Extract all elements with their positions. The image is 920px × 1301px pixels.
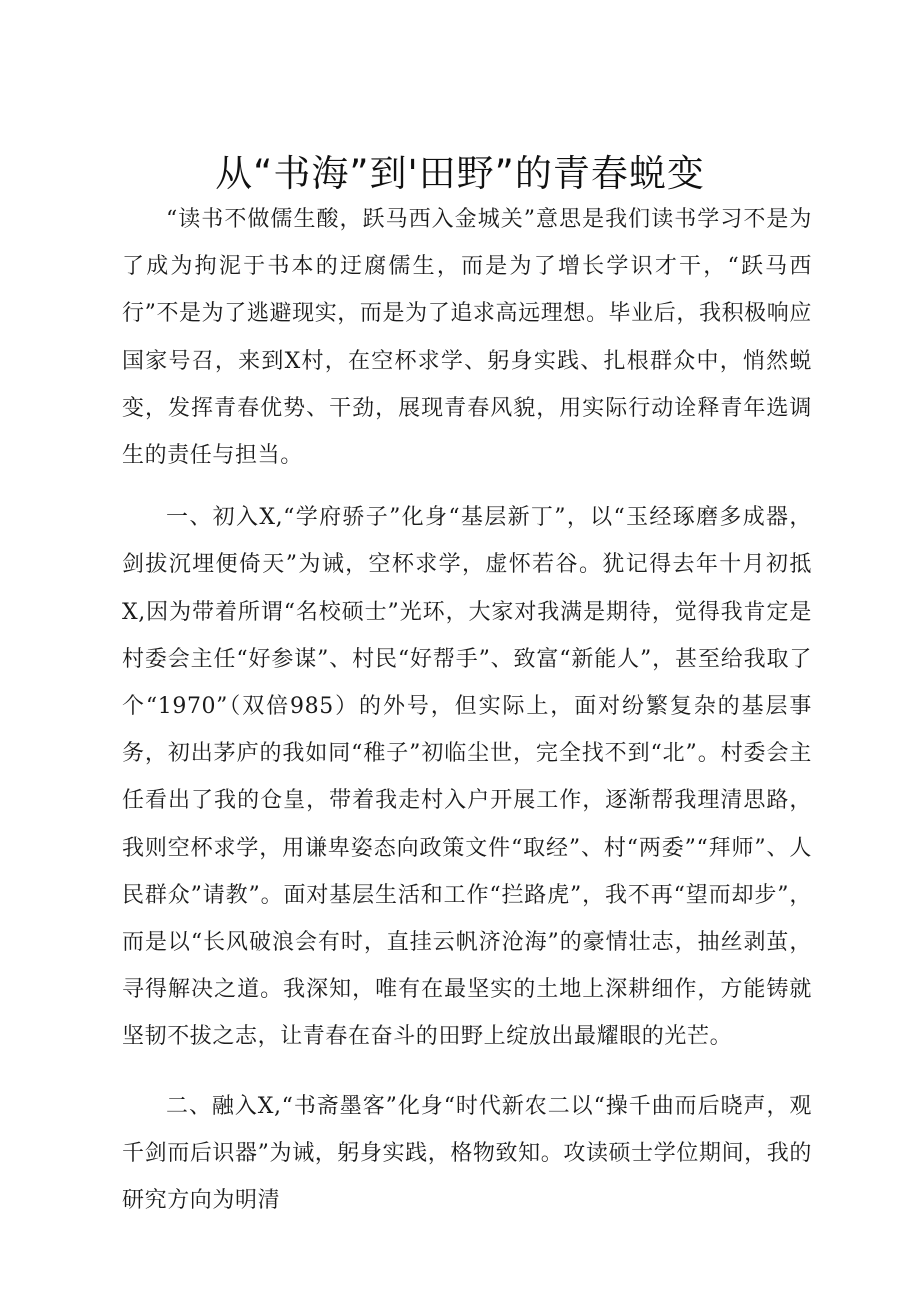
paragraph-section-1: 一、初入X,“学府骄子”化身“基层新丁”，以“玉经琢磨多成器，剑拔沉埋便倚天”为诫，空杯求学，虚怀若谷。犹记得去年十月初抵X,因为带着所谓“名校硕士”光环，大家对我满是期待，觉得我肯定是村委会主任“好参谋”、村民“好帮手”、致富“新能人”，甚至给我取了个“1970”（双倍985）的外号，但实际上，面对纷繁复杂的基层事务，初出茅庐的我如同“稚子”初临尘世，完全找不到“北”。村委会主任看出了我的仓皇，带着我走村入户开展工作，逐渐帮我理清思路，我则空杯求学，用谦卑姿态向政策文件“取经”、村“两委”“拜师”、人民群众”请教”。面对基层生活和工作“拦路虎”，我不再“望而却步”，而是以“长风破浪会有时，直挂云帆济沧海”的豪情壮志，抽丝剥茧，寻得解决之道。我深知，唯有在最坚实的土地上深耕细作，方能铸就坚韧不拔之志，让青春在奋斗的田野上绽放出最耀眼的光芒。	[122, 505, 812, 1050]
paragraph-intro: “读书不做儒生酸，跃马西入金城关”意思是我们读书学习不是为了成为拘泥于书本的迂腐儒生，而是为了增长学识才干，“跃马西行”不是为了逃避现实，而是为了追求高远理想。毕业后，我积极响应国家号召，来到X村，在空杯求学、躬身实践、扎根群众中，悄然蜕变，发挥青春优势、干劲，展现青春风貌，用实际行动诠释青年选调生的责任与担当。	[122, 207, 812, 469]
document-body	[122, 196, 812, 1224]
document-title: 从“书海”到'田野”的青春蜕变	[215, 152, 705, 195]
paragraph-section-2: 二、融入X,“书斋墨客”化身“时代新农二以“操千曲而后晓声，观千剑而后识器”为诫，躬身实践，格物致知。攻读硕士学位期间，我的研究方向为明清	[122, 1093, 812, 1214]
